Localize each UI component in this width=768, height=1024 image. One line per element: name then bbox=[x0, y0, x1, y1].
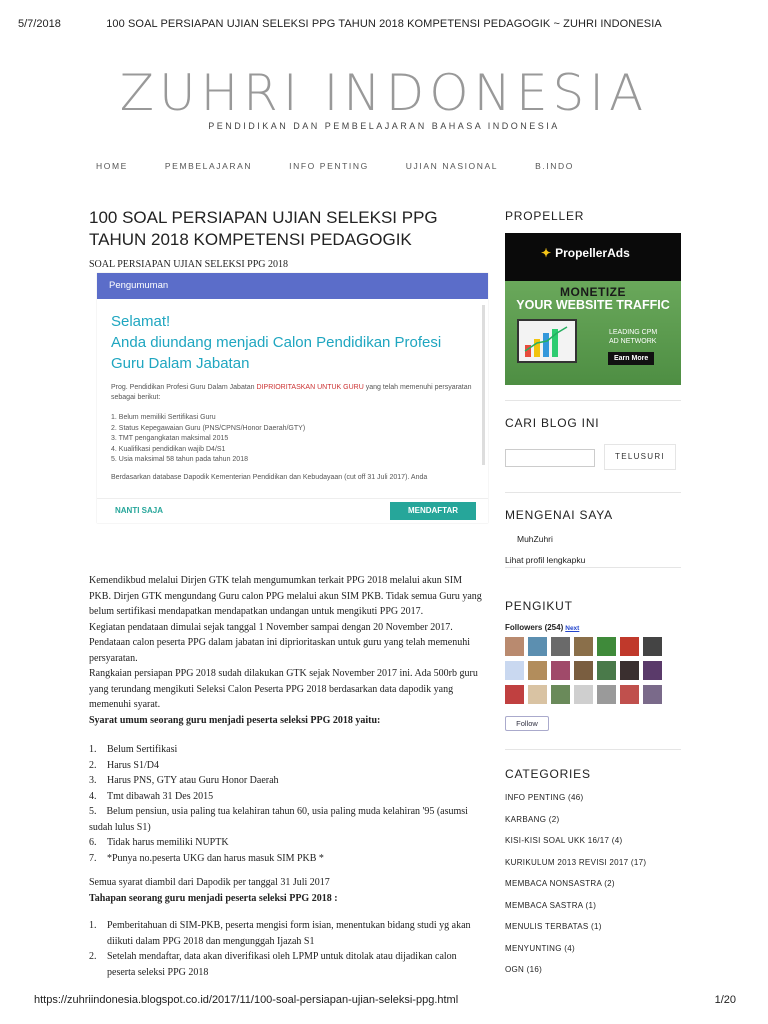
announcement-heading: Selamat! Anda diundang menjadi Calon Pendidikan Profesi Guru Dalam Jabatan bbox=[111, 313, 442, 372]
list-item: 2. Setelah mendaftar, data akan diverifikasi oleh LPMP untuk ditolak atau dijadikan calon peserta seleksi PPG 2018 bbox=[89, 951, 457, 978]
follower-avatar[interactable] bbox=[505, 685, 524, 704]
print-header bbox=[0, 0, 768, 34]
follower-avatar[interactable] bbox=[643, 685, 662, 704]
tahapan-heading: Tahapan seorang guru menjadi peserta seleksi PPG 2018 : bbox=[89, 892, 338, 904]
search-heading: CARI BLOG INI bbox=[505, 416, 600, 430]
ad-line1: MONETIZE bbox=[560, 285, 626, 299]
follower-avatar[interactable] bbox=[505, 661, 524, 680]
paragraph: Kegiatan pendataan dimulai sejak tanggal 1 November sampai dengan 20 November 2017. Pendataan calon peserta PPG dalam jabatan ini diprioritaskan untuk guru yang telah memenuhi persyaratan. bbox=[89, 621, 471, 664]
search-input[interactable] bbox=[505, 449, 595, 467]
follower-avatar[interactable] bbox=[551, 661, 570, 680]
site-description: PENDIDIKAN DAN PEMBELAJARAN BAHASA INDONESIA bbox=[208, 121, 560, 131]
announcement-actions bbox=[97, 498, 488, 523]
ad-logo: ✦ PropellerAds bbox=[541, 246, 630, 260]
followers-heading: PENGIKUT bbox=[505, 599, 573, 613]
announcement-intro: Prog. Pendidikan Profesi Guru Dalam Jabatan DIPRIORITASKAN UNTUK GURU yang telah memenuhi persyaratan sebagai berikut: bbox=[111, 384, 472, 401]
later-button: NANTI SAJA bbox=[115, 506, 164, 515]
paragraph: Rangkaian persiapan PPG 2018 sudah dilakukan GTK sejak November 2017 ini. Ada 500rb guru yang terundang mengikuti Seleksi Calon Peserta PPG 2018 berdasarkan data dapodik yang memenuhi syarat. bbox=[89, 668, 478, 710]
follower-avatar[interactable] bbox=[620, 637, 639, 656]
category-list bbox=[505, 793, 681, 987]
paragraph: Kemendikbud melalui Dirjen GTK telah mengumumkan terkait PPG 2018 melalui akun SIM PKB. Dirjen GTK mengundang Guru calon PPG melalui akun SIM PKB. Tidak semua Guru yang belum sertifikasi mendapatkan mendapatkan undangan untuk mengikuti PPG 2017. bbox=[89, 575, 482, 617]
list-item: 6. Tidak harus memiliki NUPTK bbox=[89, 837, 229, 848]
follower-avatars bbox=[505, 637, 675, 704]
propeller-ad[interactable] bbox=[505, 233, 681, 385]
follower-avatar[interactable] bbox=[528, 661, 547, 680]
divider bbox=[505, 749, 681, 750]
profile-name[interactable]: MuhZuhri bbox=[517, 534, 553, 544]
category-link[interactable]: OGN (16) bbox=[505, 965, 543, 974]
chart-screen-icon bbox=[517, 319, 577, 363]
nav-pembelajaran[interactable]: PEMBELAJARAN bbox=[164, 161, 253, 171]
category-link[interactable]: MEMBACA SASTRA (1) bbox=[505, 900, 597, 910]
print-page-number: 1/20 bbox=[714, 994, 736, 1006]
category-link[interactable]: KURIKULUM 2013 REVISI 2017 (17) bbox=[505, 857, 647, 867]
category-link[interactable]: INFO PENTING (46) bbox=[505, 793, 584, 802]
print-url: https://zuhriindonesia.blogspot.co.id/2017/11/100-soal-persiapan-ujian-seleksi-ppg.html bbox=[34, 994, 459, 1006]
list-item: 5. Usia maksimal 58 tahun pada tahun 2018 bbox=[111, 456, 248, 463]
priority-text: DIPRIORITASKAN UNTUK GURU bbox=[256, 384, 364, 391]
followers-count: Followers (254) Next bbox=[505, 623, 580, 632]
propeller-heading: PROPELLER bbox=[505, 209, 585, 223]
list-item: 5. Belum pensiun, usia paling tua kelahiran tahun 60, usia paling muda kelahiran '95 (asumsi sudah lulus S1) bbox=[89, 806, 468, 833]
profile-link[interactable]: Lihat profil lengkapku bbox=[505, 555, 586, 565]
follow-button[interactable]: Follow bbox=[505, 716, 549, 731]
list-item: 4. Kualifikasi pendidikan wajib D4/S1 bbox=[111, 445, 226, 453]
post-title: 100 SOAL PERSIAPAN UJIAN SELEKSI PPG TAHUN 2018 KOMPETENSI PEDAGOGIK bbox=[89, 208, 438, 249]
category-link[interactable]: KARBANG (2) bbox=[505, 814, 560, 824]
print-title: 100 SOAL PERSIAPAN UJIAN SELEKSI PPG TAHUN 2018 KOMPETENSI PEDAGOGIK ~ ZUHRI INDONESIA bbox=[106, 18, 662, 30]
syarat-heading: Syarat umum seorang guru menjadi peserta seleksi PPG 2018 yaitu: bbox=[89, 714, 381, 726]
divider bbox=[505, 567, 681, 568]
list-item: 3. Harus PNS, GTY atau Guru Honor Daerah bbox=[89, 775, 279, 786]
nav-home[interactable]: HOME bbox=[96, 161, 128, 171]
about-heading: MENGENAI SAYA bbox=[505, 508, 613, 522]
announcement-bar: Pengumuman bbox=[97, 273, 488, 299]
follower-avatar[interactable] bbox=[574, 661, 593, 680]
list-item: 3. TMT pengangkatan maksimal 2015 bbox=[111, 435, 229, 442]
requirements-list bbox=[111, 413, 474, 466]
note: Semua syarat diambil dari Dapodik per tanggal 31 Juli 2017 bbox=[89, 877, 330, 888]
ad-lead: LEADING CPM AD NETWORK bbox=[609, 329, 658, 345]
search-button[interactable]: TELUSURI bbox=[604, 444, 676, 470]
nav-ujian-nasional[interactable]: UJIAN NASIONAL bbox=[405, 161, 499, 171]
announcement-image bbox=[97, 273, 488, 523]
site-title[interactable]: ZUHRI INDONESIA bbox=[119, 64, 649, 122]
propeller-icon: ✦ bbox=[541, 246, 552, 260]
register-button: MENDAFTAR bbox=[390, 502, 476, 520]
ad-line2: YOUR WEBSITE TRAFFIC bbox=[516, 298, 670, 312]
follower-avatar[interactable] bbox=[551, 637, 570, 656]
list-item: 1. Pemberitahuan di SIM-PKB, peserta mengisi form isian, menentukan bidang studi yg akan diikuti dalam PPG 2018 dan mengunggah Ijazah S1 bbox=[89, 920, 471, 947]
follower-avatar[interactable] bbox=[620, 685, 639, 704]
follower-avatar[interactable] bbox=[597, 661, 616, 680]
post-subtitle: SOAL PERSIAPAN UJIAN SELEKSI PPG 2018 bbox=[89, 259, 289, 270]
follower-avatar[interactable] bbox=[643, 637, 662, 656]
nav-b-indo[interactable]: B.INDO bbox=[535, 161, 574, 171]
divider bbox=[505, 400, 681, 401]
follower-avatar[interactable] bbox=[528, 685, 547, 704]
category-link[interactable]: MENYUNTING (4) bbox=[505, 943, 575, 953]
follower-avatar[interactable] bbox=[505, 637, 524, 656]
list-item: 4. Tmt dibawah 31 Des 2015 bbox=[89, 790, 214, 802]
category-link[interactable]: MENULIS TERBATAS (1) bbox=[505, 922, 602, 931]
follower-avatar[interactable] bbox=[528, 637, 547, 656]
list-item: 1. Belum Sertifikasi bbox=[89, 744, 178, 755]
post-body bbox=[89, 573, 484, 980]
follower-avatar[interactable] bbox=[574, 685, 593, 704]
divider bbox=[505, 492, 681, 493]
category-link[interactable]: KISI-KISI SOAL UKK 16/17 (4) bbox=[505, 836, 623, 845]
list-item: 7. *Punya no.peserta UKG dan harus masuk SIM PKB * bbox=[89, 852, 324, 864]
followers-next-link[interactable]: Next bbox=[565, 625, 580, 632]
follower-avatar[interactable] bbox=[574, 637, 593, 656]
category-link[interactable]: MEMBACA NONSASTRA (2) bbox=[505, 879, 615, 888]
list-item: 2. Harus S1/D4 bbox=[89, 759, 159, 771]
print-date: 5/7/2018 bbox=[18, 18, 61, 30]
list-item: 2. Status Kepegawaian Guru (PNS/CPNS/Honor Daerah/GTY) bbox=[111, 424, 306, 432]
categories-heading: CATEGORIES bbox=[505, 767, 591, 781]
follower-avatar[interactable] bbox=[620, 661, 639, 680]
follower-avatar[interactable] bbox=[643, 661, 662, 680]
announcement-footer-text: Berdasarkan database Dapodik Kementerian Pendidikan dan Kebudayaan (cut off 31 Juli 2017). Anda bbox=[111, 473, 428, 481]
list-item: 1. Belum memiliki Sertifikasi Guru bbox=[111, 414, 216, 421]
main-nav bbox=[96, 161, 611, 171]
nav-info-penting[interactable]: INFO PENTING bbox=[289, 161, 369, 171]
earn-more-button[interactable]: Earn More bbox=[608, 352, 654, 365]
follower-avatar[interactable] bbox=[551, 685, 570, 704]
follower-avatar[interactable] bbox=[597, 685, 616, 704]
follower-avatar[interactable] bbox=[597, 637, 616, 656]
scrollbar bbox=[482, 305, 485, 465]
